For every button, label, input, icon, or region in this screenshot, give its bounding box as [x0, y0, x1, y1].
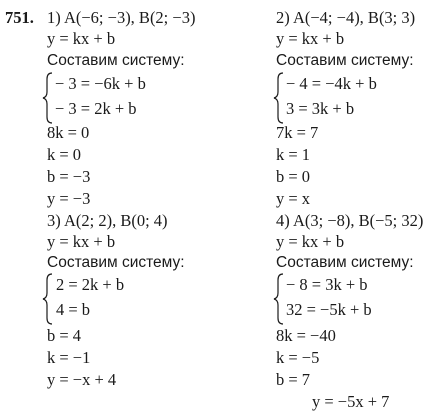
step-line: k = 1 [276, 145, 311, 164]
system-equation: 4 = b [56, 300, 91, 319]
system-equation: − 3 = −6k + b [55, 74, 146, 93]
result-line: y = x [276, 189, 311, 208]
step-line: k = −1 [47, 348, 91, 367]
system-heading: Составим систему: [47, 52, 185, 69]
system-equation: − 8 = 3k + b [286, 275, 368, 294]
result-line: y = −x + 4 [47, 370, 117, 389]
system-equation: − 3 = 2k + b [55, 99, 137, 118]
part-title: 2) A(−4; −4), B(3; 3) [276, 8, 416, 27]
system-heading: Составим систему: [47, 254, 185, 271]
step-line: k = 0 [47, 145, 82, 164]
step-line: b = 7 [276, 370, 311, 389]
problem-number: 751. [5, 8, 34, 27]
step-line: b = −3 [47, 167, 91, 186]
formula-line: y = kx + b [276, 232, 345, 251]
result-line: y = −3 [47, 189, 91, 208]
step-line: 8k = 0 [47, 123, 90, 142]
step-line: b = 0 [276, 167, 311, 186]
system-equation: 32 = −5k + b [286, 300, 372, 319]
brace-icon [42, 273, 54, 325]
system-equation: − 4 = −4k + b [286, 74, 377, 93]
system-equation: 3 = 3k + b [286, 99, 355, 118]
part-title: 1) A(−6; −3), B(2; −3) [47, 8, 196, 27]
step-line: k = −5 [276, 348, 320, 367]
system-heading: Составим систему: [276, 52, 414, 69]
system-equation: 2 = 2k + b [56, 275, 125, 294]
formula-line: y = kx + b [276, 29, 345, 48]
brace-icon [42, 72, 54, 124]
brace-icon [273, 273, 285, 325]
formula-line: y = kx + b [47, 232, 116, 251]
brace-icon [273, 72, 285, 124]
part-title: 4) A(3; −8), B(−5; 32) [276, 211, 424, 230]
step-line: b = 4 [47, 326, 82, 345]
step-line: 7k = 7 [276, 123, 319, 142]
system-heading: Составим систему: [276, 254, 414, 271]
part-title: 3) A(2; 2), B(0; 4) [47, 211, 168, 230]
formula-line: y = kx + b [47, 29, 116, 48]
step-line: 8k = −40 [276, 326, 336, 345]
result-line: y = −5x + 7 [312, 392, 390, 411]
